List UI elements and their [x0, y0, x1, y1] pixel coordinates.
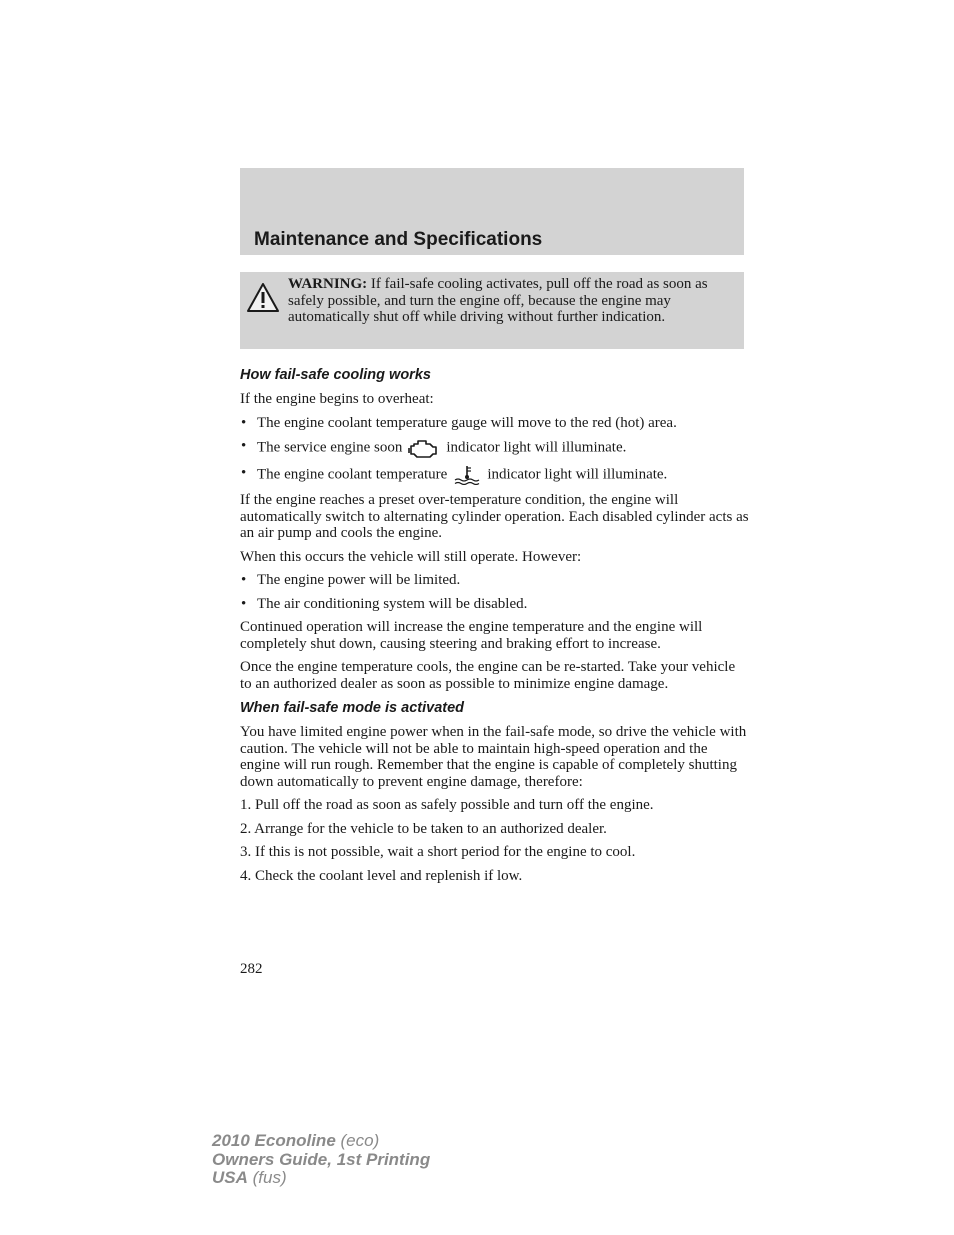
- page-number: 282: [240, 961, 263, 977]
- document-footer: [212, 1132, 430, 1188]
- numbered-step: 3. If this is not possible, wait a short period for the engine to cool.: [240, 844, 636, 860]
- paragraph-intro: If the engine begins to overheat:: [240, 391, 434, 407]
- footer-model-code: (eco): [335, 1131, 380, 1150]
- list-item: [240, 415, 750, 432]
- bullet-dot: •: [241, 414, 247, 431]
- section-heading-how-it-works: How fail-safe cooling works: [240, 367, 431, 383]
- list-item: [240, 572, 750, 589]
- engine-icon: [408, 438, 440, 458]
- paragraph: You have limited engine power when in the fail-safe mode, so drive the vehicle with caution. The vehicle will not be able to maintain high-speed operation and the engine will run rough. Remember that the engine is capable of completely shutting down automatically to prevent engine damage, therefore:: [240, 724, 747, 790]
- coolant-temperature-icon: [453, 465, 481, 485]
- paragraph: When this occurs the vehicle will still operate. However:: [240, 548, 582, 565]
- footer-guide: Owners Guide, 1st Printing: [212, 1149, 431, 1169]
- bullet-dot: •: [241, 438, 247, 454]
- list-item: [240, 465, 750, 485]
- warning-box: [240, 272, 744, 349]
- list-item: [240, 438, 750, 458]
- bullet-text: The air conditioning system will be disabled.: [257, 595, 528, 612]
- paragraph: Continued operation will increase the engine temperature and the engine will completely shut down, causing steering and braking effort to increase.: [240, 619, 703, 652]
- section-heading-fail-safe-mode: When fail-safe mode is activated: [240, 700, 465, 716]
- bullet-dot: •: [241, 595, 247, 612]
- numbered-step: 1. Pull off the road as soon as safely possible and turn off the engine.: [240, 797, 654, 813]
- warning-text: If fail-safe cooling activates, pull off the road as soon as safely possible, and turn the engine off, because the engine may automatically shut off while driving without further indication.: [288, 276, 708, 325]
- warning-label: WARNING:: [288, 276, 368, 292]
- list-item: [240, 596, 750, 613]
- numbered-step: 4. Check the coolant level and replenish if low.: [240, 867, 523, 884]
- bullet-text: The engine coolant temperature: [257, 466, 448, 483]
- warning-triangle-icon: [246, 282, 280, 314]
- footer-region-code: (fus): [247, 1168, 287, 1187]
- bullet-dot: •: [241, 572, 247, 588]
- numbered-step: 2. Arrange for the vehicle to be taken to an authorized dealer.: [240, 820, 607, 837]
- page-title: Maintenance and Specifications: [254, 229, 543, 250]
- paragraph: If the engine reaches a preset over-temperature condition, the engine will automatically switch to alternating cylinder operation. Each disabled cylinder acts as an air pump and cools the engine.: [240, 492, 749, 541]
- bullet-text: The engine power will be limited.: [257, 572, 461, 588]
- paragraph: Once the engine temperature cools, the engine can be re-started. Take your vehicle to an authorized dealer as soon as possible to minimize engine damage.: [240, 659, 736, 692]
- bullet-text: The service engine soon: [257, 439, 403, 456]
- footer-model: 2010 Econoline: [212, 1131, 336, 1150]
- document-body: [240, 366, 750, 891]
- bullet-text: indicator light will illuminate.: [446, 439, 627, 456]
- bullet-text: The engine coolant temperature gauge will move to the red (hot) area.: [257, 414, 677, 431]
- bullet-text: indicator light will illuminate.: [487, 466, 668, 483]
- bullet-dot: •: [241, 465, 247, 481]
- footer-region: USA: [212, 1168, 248, 1187]
- section-header-band: [240, 168, 744, 255]
